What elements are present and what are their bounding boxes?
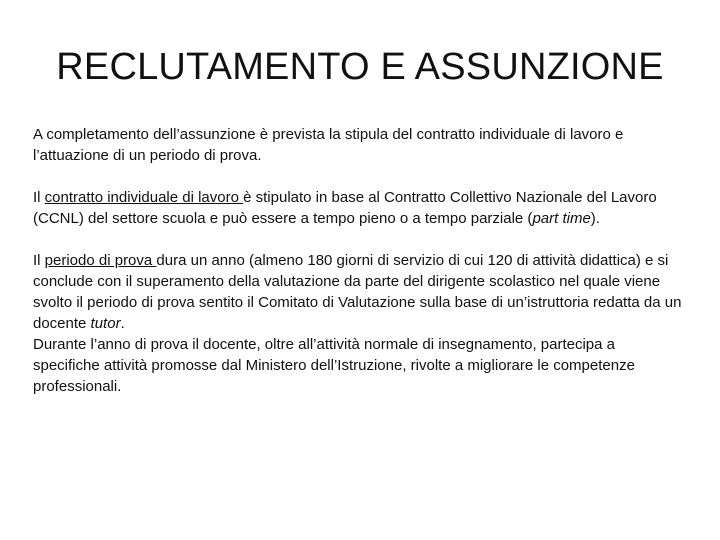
italic-term: part time <box>532 210 591 227</box>
paragraph-text: Durante l’anno di prova il docente, oltre all’attività normale di insegnamento, partecipa a specifiche attività promosse dal Ministero dell’Istruzione, rivolte a migliorare le competenze professionali. <box>33 336 635 395</box>
paragraph-assunzione <box>33 124 683 166</box>
paragraph-anno-di-prova <box>33 334 683 397</box>
text-segment: ). <box>590 210 600 227</box>
paragraph-text: A completamento dell’assunzione è prevista la stipula del contratto individuale di lavoro e l’attuazione di un periodo di prova. <box>33 126 624 164</box>
slide-title: RECLUTAMENTO E ASSUNZIONE <box>56 46 664 88</box>
italic-term: tutor <box>90 315 121 332</box>
text-segment: Il <box>33 189 45 206</box>
contratto-individuale-link[interactable]: contratto individuale di lavoro <box>44 189 244 206</box>
text-segment: . <box>120 315 125 332</box>
text-segment: Il <box>33 252 45 269</box>
text-segment: dura un anno (almeno 180 giorni di servizio di cui 120 di attività didattica) e si conclude con il superamento della valutazione da parte del dirigente scolastico nel quale viene svolto il periodo di prova sentito il Comitato di Valutazione sulla base di un’istruttoria redatta da un docente <box>33 252 682 332</box>
slide-body <box>33 124 683 397</box>
paragraph-contratto <box>33 187 683 229</box>
periodo-di-prova-link[interactable]: periodo di prova <box>44 252 157 269</box>
paragraph-periodo-prova <box>33 250 683 334</box>
text-segment: è stipulato in base al Contratto Collettivo Nazionale del Lavoro (CCNL) del settore scuola e può essere a tempo pieno o a tempo parziale ( <box>33 189 657 227</box>
